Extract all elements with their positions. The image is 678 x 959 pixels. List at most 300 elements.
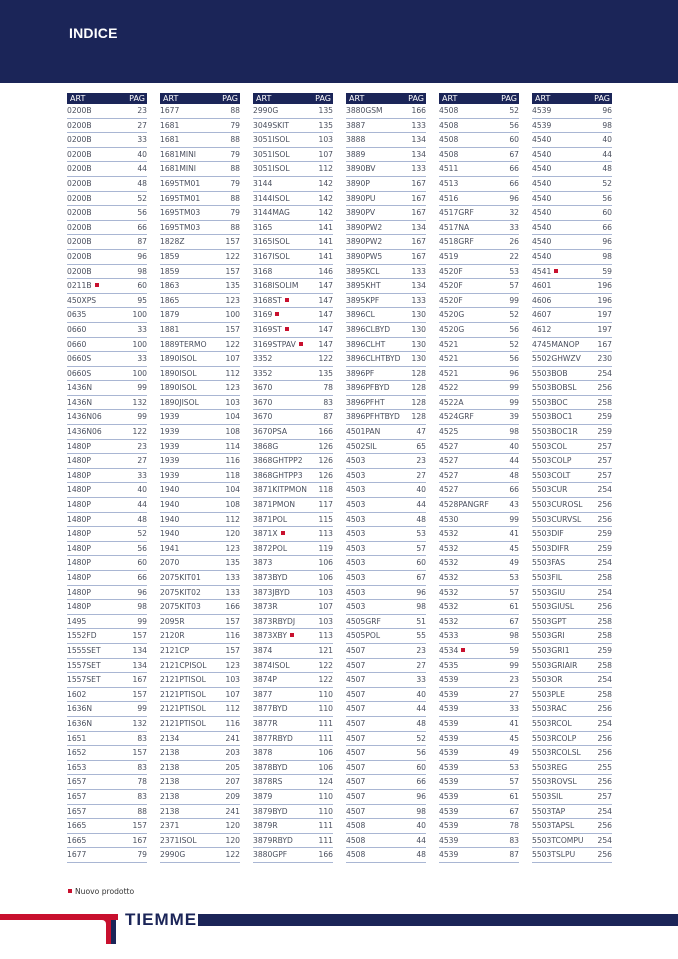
article-code: 5503PLE (532, 689, 565, 699)
article-code: 4519 (439, 251, 459, 261)
page-number: 135 (225, 558, 240, 568)
page-number: 66 (509, 485, 519, 495)
index-row (67, 688, 147, 703)
article-code: 1557SET (67, 660, 101, 670)
index-row (160, 673, 240, 688)
article-code: 3896PFHTBYD (346, 412, 400, 422)
index-row (160, 367, 240, 382)
article-code: 3879RBYD (253, 835, 293, 845)
article-code: 1557SET (67, 675, 101, 685)
article-code: 3049SKIT (253, 120, 290, 130)
page-number: 53 (509, 266, 519, 276)
index-row (253, 659, 333, 674)
article-code: 1939 (160, 441, 180, 451)
page-number: 255 (597, 762, 612, 772)
article-code: 4520G (439, 324, 465, 334)
page-number: 100 (132, 339, 147, 349)
index-row (160, 133, 240, 148)
article-code: 5503GPT (532, 616, 567, 626)
index-row (439, 367, 519, 382)
article-code: 3051ISOL (253, 164, 290, 174)
article-code: 5503BOC (532, 397, 568, 407)
index-row (532, 192, 612, 207)
article-code: 3871KITPMON (253, 485, 307, 495)
article-code: 1881 (160, 324, 180, 334)
page-number: 104 (225, 412, 240, 422)
article-code: 4507 (346, 718, 366, 728)
article-code: 4532 (439, 602, 459, 612)
index-row (532, 688, 612, 703)
index-row (253, 513, 333, 528)
index-row (253, 381, 333, 396)
index-row (253, 250, 333, 265)
article-code: 4520F (439, 281, 463, 291)
article-code: 5503BOC1R (532, 427, 578, 437)
index-row (253, 761, 333, 776)
article-code: 4535 (439, 660, 459, 670)
page-number: 66 (602, 222, 612, 232)
article-code: 3880GPF (253, 850, 288, 860)
page-number: 78 (137, 777, 147, 787)
page-number: 132 (132, 397, 147, 407)
article-code: 3873JBYD (253, 587, 290, 597)
index-row (532, 556, 612, 571)
header-pag: PAG (408, 94, 424, 103)
page-number: 254 (597, 806, 612, 816)
new-product-marker-icon (68, 889, 72, 893)
article-code: 1939 (160, 456, 180, 466)
page-number: 124 (318, 777, 333, 787)
page-number: 100 (132, 310, 147, 320)
index-row (346, 629, 426, 644)
page-number: 108 (225, 427, 240, 437)
index-row (532, 659, 612, 674)
article-code: 2990G (160, 850, 186, 860)
index-row (253, 629, 333, 644)
page-number: 147 (318, 295, 333, 305)
page-number: 55 (416, 631, 426, 641)
index-row (160, 192, 240, 207)
article-code: 4507 (346, 704, 366, 714)
page-number: 258 (597, 397, 612, 407)
page-number: 197 (597, 310, 612, 320)
article-code: 4507 (346, 660, 366, 670)
page-number: 67 (509, 616, 519, 626)
index-row (439, 732, 519, 747)
index-row (532, 133, 612, 148)
index-row (160, 294, 240, 309)
page-number: 67 (416, 573, 426, 582)
index-row (346, 483, 426, 498)
page-number: 98 (416, 602, 426, 612)
article-code: 3890P (346, 178, 370, 188)
index-row (532, 805, 612, 820)
page-number: 141 (318, 222, 333, 232)
article-code: 4539 (439, 791, 459, 801)
index-row (160, 469, 240, 484)
index-row (532, 702, 612, 717)
page-number: 113 (318, 529, 333, 539)
article-code: 4540 (532, 251, 552, 261)
index-row (160, 513, 240, 528)
index-row (253, 571, 333, 586)
index-row (253, 148, 333, 163)
index-column (346, 93, 426, 863)
page-number: 128 (411, 383, 426, 393)
article-code: 0200B (67, 164, 92, 174)
page-number: 52 (509, 310, 519, 320)
article-code: 2371ISOL (160, 835, 197, 845)
index-row (253, 410, 333, 425)
page-number: 256 (597, 602, 612, 612)
page-number: 23 (509, 675, 519, 685)
header-pag: PAG (594, 94, 610, 103)
header-pag: PAG (129, 94, 145, 103)
page-number: 147 (318, 339, 333, 349)
article-code: 0200B (67, 222, 92, 232)
article-code: 1889TERMO (160, 339, 207, 349)
new-product-marker-icon (290, 633, 294, 637)
page-number: 256 (597, 500, 612, 510)
index-row (532, 119, 612, 134)
index-row (439, 381, 519, 396)
page-number: 116 (225, 631, 240, 641)
article-code: 1602 (67, 689, 87, 699)
article-code: 2138 (160, 806, 180, 816)
index-row (532, 367, 612, 382)
article-code: 3873BYD (253, 573, 288, 582)
article-code: 0660S (67, 368, 92, 378)
page-number: 33 (509, 704, 519, 714)
article-code: 3670 (253, 383, 273, 393)
page-number: 95 (137, 295, 147, 305)
article-code: 3165ISOL (253, 237, 290, 247)
index-row (67, 848, 147, 863)
index-row (439, 338, 519, 353)
page-number: 130 (411, 354, 426, 364)
header-art: ART (256, 94, 272, 103)
page-number: 112 (318, 164, 333, 174)
page-number: 96 (509, 368, 519, 378)
index-row (532, 294, 612, 309)
page-number: 130 (411, 324, 426, 334)
article-code: 1480P (67, 558, 91, 568)
article-code: 1681 (160, 135, 180, 145)
column-header (160, 93, 240, 104)
index-row (160, 410, 240, 425)
index-row (532, 586, 612, 601)
article-code: 4511 (439, 164, 459, 174)
page-number: 133 (411, 295, 426, 305)
article-code: 4520F (439, 266, 463, 276)
article-code: 1677 (67, 850, 87, 860)
article-code: 1480P (67, 485, 91, 495)
index-row (253, 732, 333, 747)
article-code: 4532 (439, 587, 459, 597)
index-row (67, 440, 147, 455)
index-row (532, 819, 612, 834)
index-row (253, 425, 333, 440)
index-row (532, 527, 612, 542)
article-code: 3169 (253, 310, 273, 320)
page-number: 135 (318, 106, 333, 115)
article-code: 2990G (253, 106, 279, 115)
page-number: 44 (416, 500, 426, 510)
article-code: 2121PTISOL (160, 718, 206, 728)
article-code: 0200B (67, 135, 92, 145)
index-row (160, 440, 240, 455)
page-number: 141 (318, 237, 333, 247)
new-product-marker-icon (285, 298, 289, 302)
page-number: 119 (318, 543, 333, 553)
index-row (160, 250, 240, 265)
index-row (160, 148, 240, 163)
article-code: 1480P (67, 573, 91, 582)
article-code: 5503BOBSL (532, 383, 577, 393)
article-code: 3165 (253, 222, 273, 232)
article-code: 4505POL (346, 631, 381, 641)
page-number: 27 (416, 470, 426, 480)
index-column (532, 93, 612, 863)
page-number: 33 (416, 675, 426, 685)
index-row (160, 848, 240, 863)
index-row (346, 615, 426, 630)
article-code: 3880GSM (346, 106, 383, 115)
page-number: 133 (411, 120, 426, 130)
page-number: 258 (597, 660, 612, 670)
index-row (67, 410, 147, 425)
index-row (439, 556, 519, 571)
page-number: 98 (602, 120, 612, 130)
index-row (532, 775, 612, 790)
index-row (160, 308, 240, 323)
page-number: 33 (137, 354, 147, 364)
page-number: 56 (602, 193, 612, 203)
index-row (253, 746, 333, 761)
index-row (253, 775, 333, 790)
index-row (439, 527, 519, 542)
page-number: 256 (597, 383, 612, 393)
article-code: 450XPS (67, 295, 97, 305)
page-number: 126 (318, 441, 333, 451)
page-number: 157 (225, 237, 240, 247)
article-code: 1859 (160, 266, 180, 276)
article-code: 1863 (160, 281, 180, 291)
page-number: 122 (318, 675, 333, 685)
index-row (253, 206, 333, 221)
page-number: 66 (137, 573, 147, 582)
index-row (346, 221, 426, 236)
article-code: 4503 (346, 470, 366, 480)
article-code: 4532 (439, 529, 459, 539)
index-row (532, 542, 612, 557)
page-number: 100 (132, 368, 147, 378)
page-number: 44 (509, 456, 519, 466)
article-code: 4534 (439, 645, 459, 655)
article-code: 4539 (439, 675, 459, 685)
article-code: 1657 (67, 806, 87, 816)
article-code: 4539 (439, 689, 459, 699)
index-row (346, 717, 426, 732)
page-number: 142 (318, 208, 333, 218)
article-code: 1495 (67, 616, 87, 626)
page-number: 66 (509, 164, 519, 174)
page-number: 79 (137, 850, 147, 860)
index-row (160, 119, 240, 134)
article-code: 1941 (160, 543, 180, 553)
article-code: 5503DIFR (532, 543, 570, 553)
page-number: 157 (132, 631, 147, 641)
page-number: 254 (597, 675, 612, 685)
article-code: 4532 (439, 558, 459, 568)
article-code: 1665 (67, 835, 87, 845)
page-number: 65 (416, 441, 426, 451)
page-number: 259 (597, 427, 612, 437)
index-row (346, 425, 426, 440)
index-row (439, 542, 519, 557)
index-row (253, 338, 333, 353)
article-code: 4539 (439, 777, 459, 787)
article-code: 3890PW2 (346, 222, 383, 232)
page-number: 33 (137, 135, 147, 145)
page-number: 142 (318, 193, 333, 203)
article-code: 3168 (253, 266, 273, 276)
index-row (67, 323, 147, 338)
article-code: 4527 (439, 485, 459, 495)
page-number: 52 (509, 106, 519, 115)
index-row (160, 323, 240, 338)
article-code: 4527 (439, 456, 459, 466)
index-row (439, 702, 519, 717)
article-code: 1480P (67, 602, 91, 612)
page-number: 88 (137, 806, 147, 816)
article-code: 1636N (67, 718, 93, 728)
index-row (67, 556, 147, 571)
article-code: 1681 (160, 120, 180, 130)
article-code: 4507 (346, 689, 366, 699)
index-row (160, 206, 240, 221)
article-code: 5503COLT (532, 470, 571, 480)
page-number: 116 (225, 718, 240, 728)
article-code: 1890ISOL (160, 354, 197, 364)
page-number: 33 (509, 222, 519, 232)
index-column (160, 93, 240, 863)
index-row (253, 717, 333, 732)
index-row (532, 513, 612, 528)
page-number: 104 (225, 485, 240, 495)
page-number: 48 (137, 178, 147, 188)
page-number: 49 (509, 558, 519, 568)
index-row (346, 133, 426, 148)
page-number: 79 (230, 149, 240, 159)
article-code: 1890ISOL (160, 383, 197, 393)
page-number: 205 (225, 762, 240, 772)
index-row (253, 367, 333, 382)
article-code: 5503BOC1 (532, 412, 573, 422)
index-row (160, 527, 240, 542)
article-code: 0635 (67, 310, 87, 320)
index-row (439, 410, 519, 425)
index-row (67, 265, 147, 280)
page-number: 167 (411, 208, 426, 218)
article-code: 1695TM03 (160, 208, 201, 218)
article-code: 5503ROVSL (532, 777, 577, 787)
article-code: 5503TAPSL (532, 821, 575, 831)
page-number: 106 (318, 748, 333, 758)
article-code: 3896CLHTBYD (346, 354, 401, 364)
header-art: ART (70, 94, 86, 103)
article-code: 2121CPISOL (160, 660, 207, 670)
legend (68, 887, 134, 896)
page-number: 96 (416, 587, 426, 597)
article-code: 3888 (346, 135, 366, 145)
article-code: 3167ISOL (253, 251, 290, 261)
article-code: 3895KPF (346, 295, 380, 305)
page-number: 23 (137, 441, 147, 451)
article-code: 5503GIU (532, 587, 566, 597)
index-row (253, 454, 333, 469)
index-row (67, 527, 147, 542)
index-row (346, 702, 426, 717)
index-row (346, 162, 426, 177)
page-number: 53 (509, 573, 519, 582)
page-number: 67 (509, 806, 519, 816)
page-number: 121 (318, 645, 333, 655)
article-code: 4518GRF (439, 237, 474, 247)
page-number: 257 (597, 441, 612, 451)
page-number: 256 (597, 821, 612, 831)
page-number: 40 (509, 441, 519, 451)
article-code: 5503FIL (532, 573, 563, 582)
page-number: 56 (137, 543, 147, 553)
index-row (439, 498, 519, 513)
article-code: 4539 (439, 850, 459, 860)
article-code: 3896CL (346, 310, 375, 320)
index-row (439, 469, 519, 484)
index-row (67, 498, 147, 513)
page-number: 122 (318, 660, 333, 670)
page-number: 209 (225, 791, 240, 801)
index-row (67, 819, 147, 834)
page-number: 60 (509, 135, 519, 145)
index-row (67, 308, 147, 323)
index-row (253, 104, 333, 119)
page-number: 44 (416, 704, 426, 714)
page-number: 241 (225, 806, 240, 816)
article-code: 4607 (532, 310, 552, 320)
article-code: 1480P (67, 470, 91, 480)
article-code: 1939 (160, 412, 180, 422)
page-number: 167 (411, 193, 426, 203)
article-code: 4532 (439, 616, 459, 626)
article-code: 3352 (253, 354, 273, 364)
article-code: 4521 (439, 339, 459, 349)
index-row (346, 206, 426, 221)
page-number: 99 (509, 295, 519, 305)
index-row (346, 381, 426, 396)
article-code: 5503GIUSL (532, 602, 575, 612)
page-number: 257 (597, 470, 612, 480)
index-row (67, 425, 147, 440)
article-code: 4507 (346, 777, 366, 787)
index-row (67, 571, 147, 586)
page-number: 44 (416, 835, 426, 845)
index-row (346, 644, 426, 659)
page-number: 122 (225, 339, 240, 349)
new-product-marker-icon (554, 269, 558, 273)
index-row (346, 352, 426, 367)
index-row (439, 629, 519, 644)
